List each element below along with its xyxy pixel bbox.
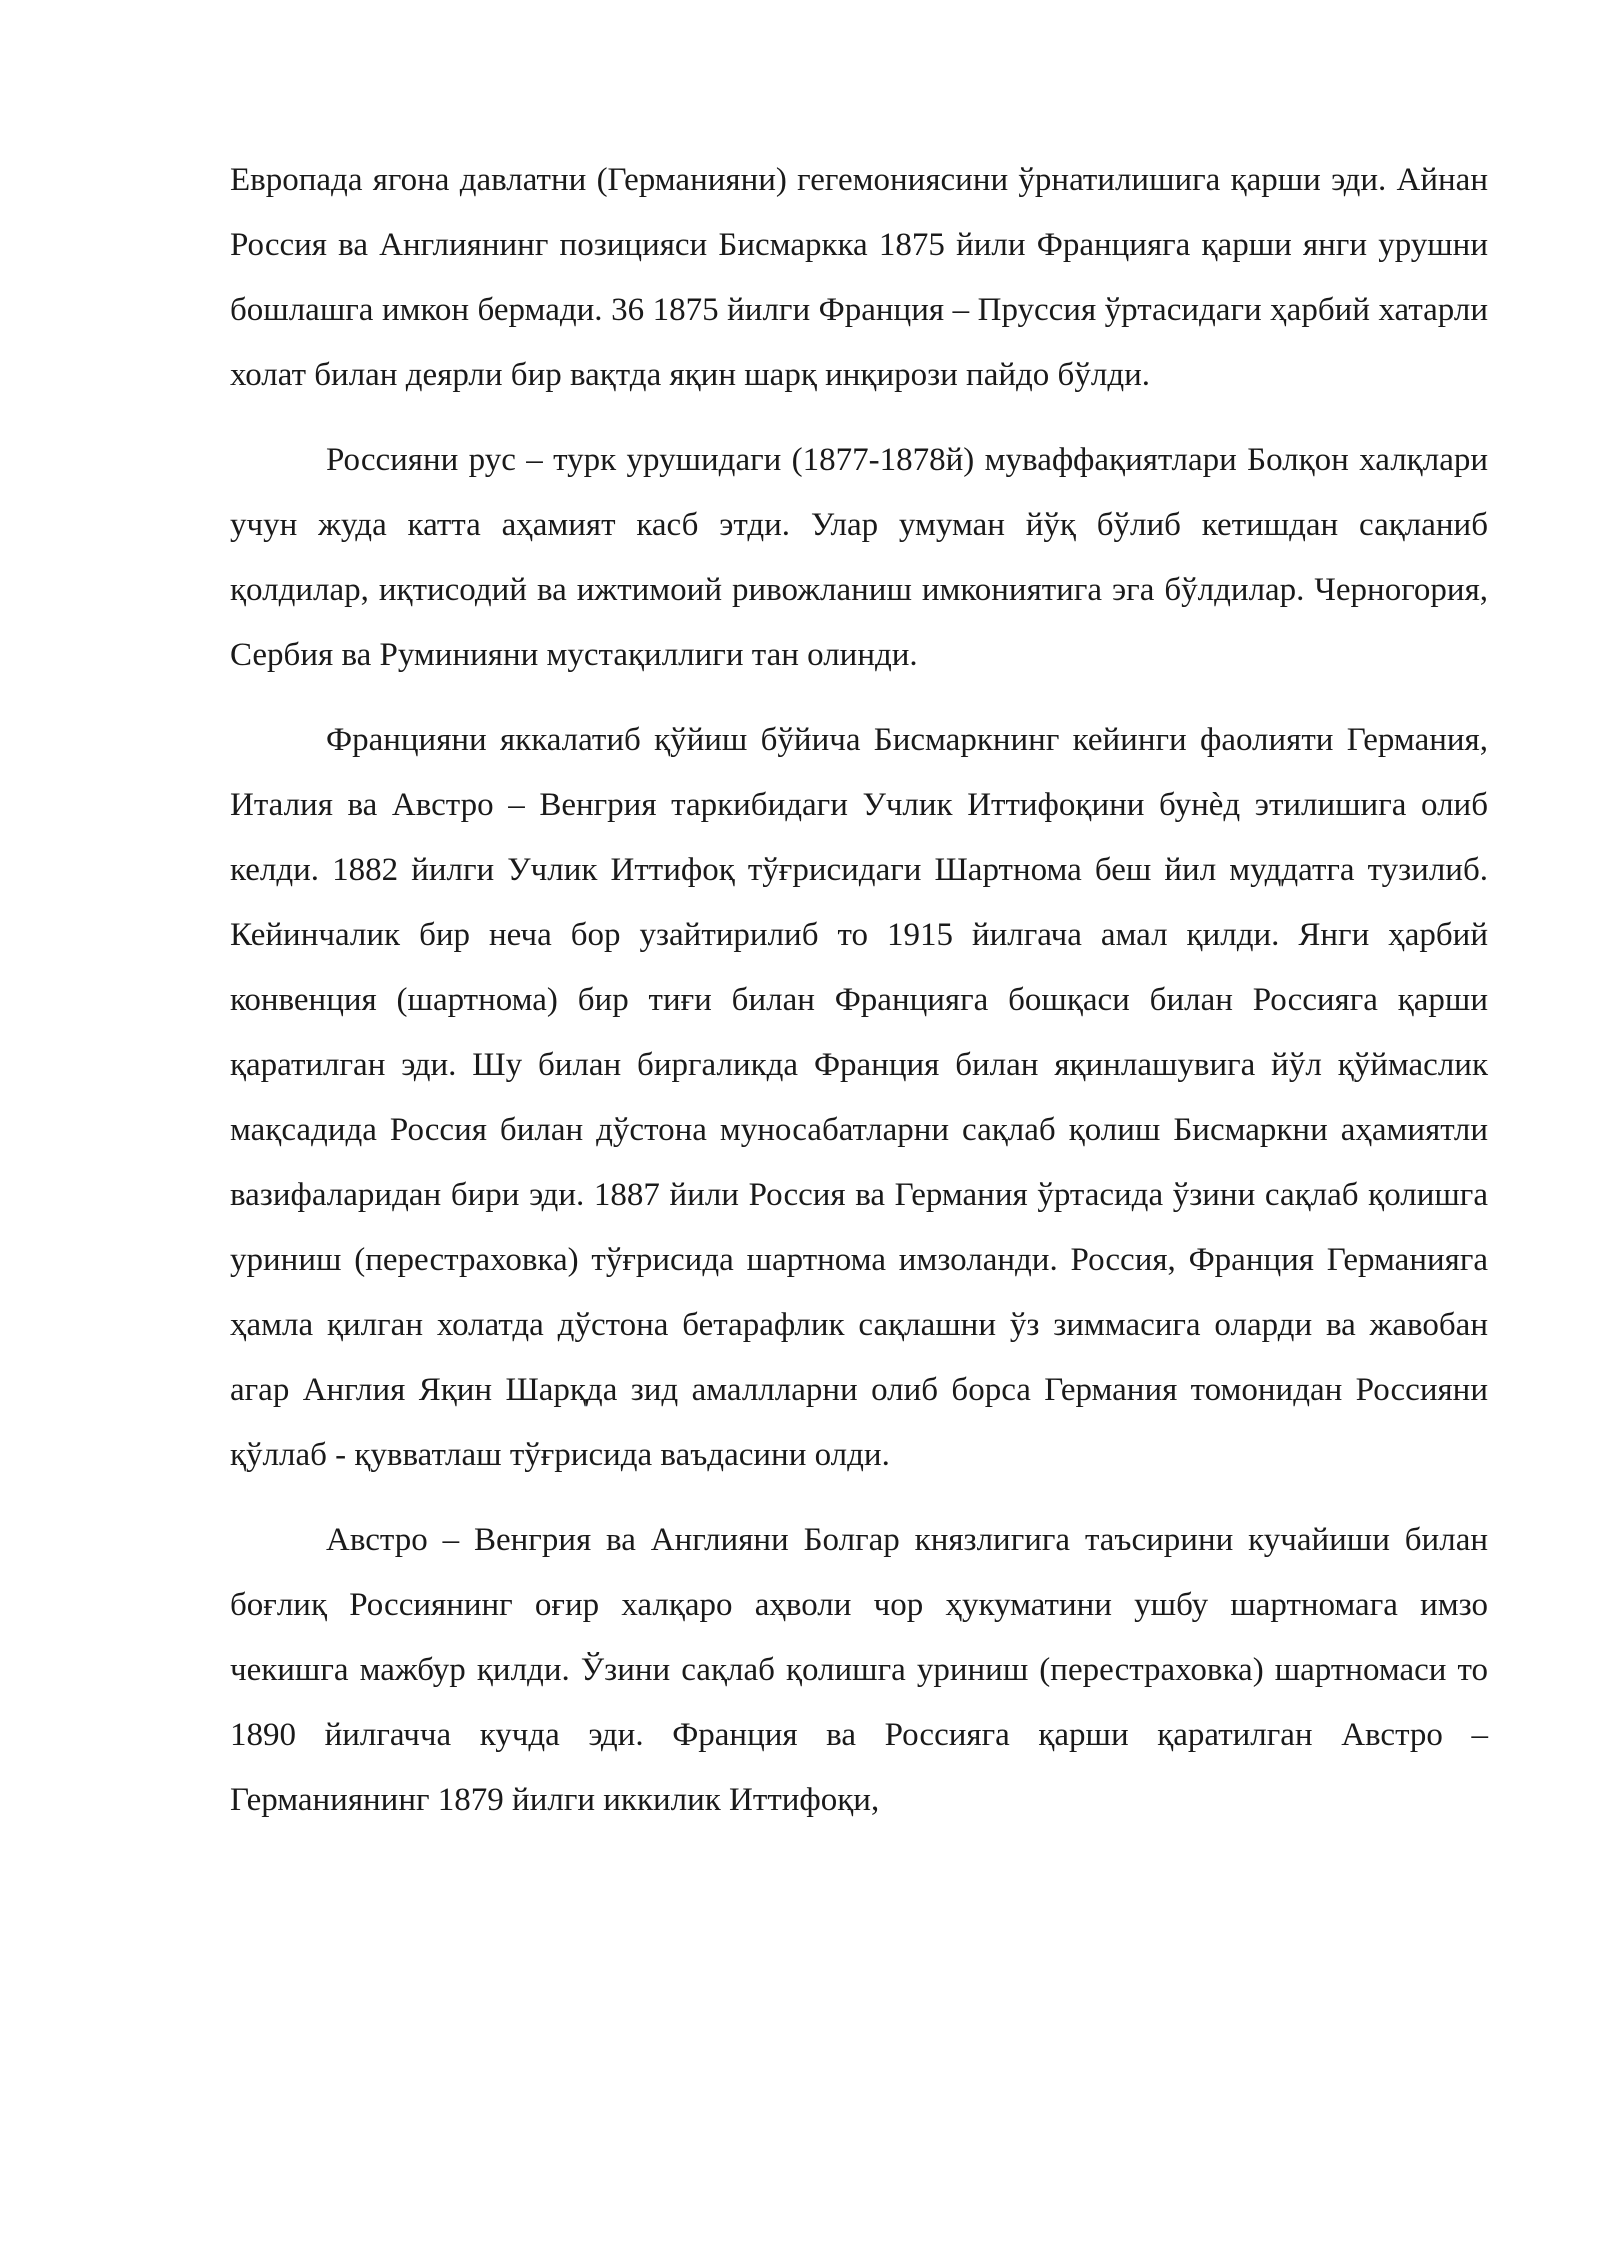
document-body bbox=[230, 148, 1488, 1853]
paragraph-2: Россияни рус – турк урушидаги (1877-1878й) муваффақиятлари Болқон халқлари учун жуда катта аҳамият касб этди. Улар умуман йўқ бўлиб кетишдан сақланиб қолдилар, иқтисодий ва ижтимоий ривожланиш имкониятига эга бўлдилар. Черногория, Сербия ва Руминияни мустақиллиги тан олинди. bbox=[230, 442, 1488, 673]
paragraph-1: Европада ягона давлатни (Германияни) гегемониясини ўрнатилишига қарши эди. Айнан Россия ва Англиянинг позицияси Бисмаркка 1875 йили Францияга қарши янги урушни бошлашга имкон бермади. 36 1875 йилги Франция – Пруссия ўртасидаги ҳарбий хатарли холат билан деярли бир вақтда яқин шарқ инқирози пайдо бўлди. bbox=[230, 162, 1488, 393]
paragraph-3: Францияни яккалатиб қўйиш бўйича Бисмаркнинг кейинги фаолияти Германия, Италия ва Австро – Венгрия таркибидаги Учлик Иттифоқини бунѐд этилишига олиб келди. 1882 йилги Учлик Иттифоқ тўғрисидаги Шартнома беш йил муддатга тузилиб. Кейинчалик бир неча бор узайтирилиб то 1915 йилгача амал қилди. Янги ҳарбий конвенция (шартнома) бир тиғи билан Францияга бошқаси билан Россияга қарши қаратилган эди. Шу билан биргаликда Франция билан яқинлашувига йўл қўймаслик мақсадида Россия билан дўстона муносабатларни сақлаб қолиш Бисмаркни аҳамиятли вазифаларидан бири эди. 1887 йили Россия ва Германия ўртасида ўзини сақлаб қолишга уриниш (перестраховка) тўғрисида шартнома имзоланди. Россия, Франция Германияга ҳамла қилган холатда дўстона бетарафлик сақлашни ўз зиммасига оларди ва жавобан агар Англия Яқин Шарқда зид амаллларни олиб борса Германия томонидан Россияни қўллаб - қувватлаш тўғрисида ваъдасини олди. bbox=[230, 722, 1488, 1473]
paragraph-4: Австро – Венгрия ва Англияни Болгар князлигига таъсирини кучайиши билан боғлиқ Россиянинг оғир халқаро аҳволи чор ҳукуматини ушбу шартномага имзо чекишга мажбур қилди. Ўзини сақлаб қолишга уриниш (перестраховка) шартномаси то 1890 йилгачча кучда эди. Франция ва Россияга қарши қаратилган Австро – Германиянинг 1879 йилги иккилик Иттифоқи, bbox=[230, 1522, 1488, 1818]
